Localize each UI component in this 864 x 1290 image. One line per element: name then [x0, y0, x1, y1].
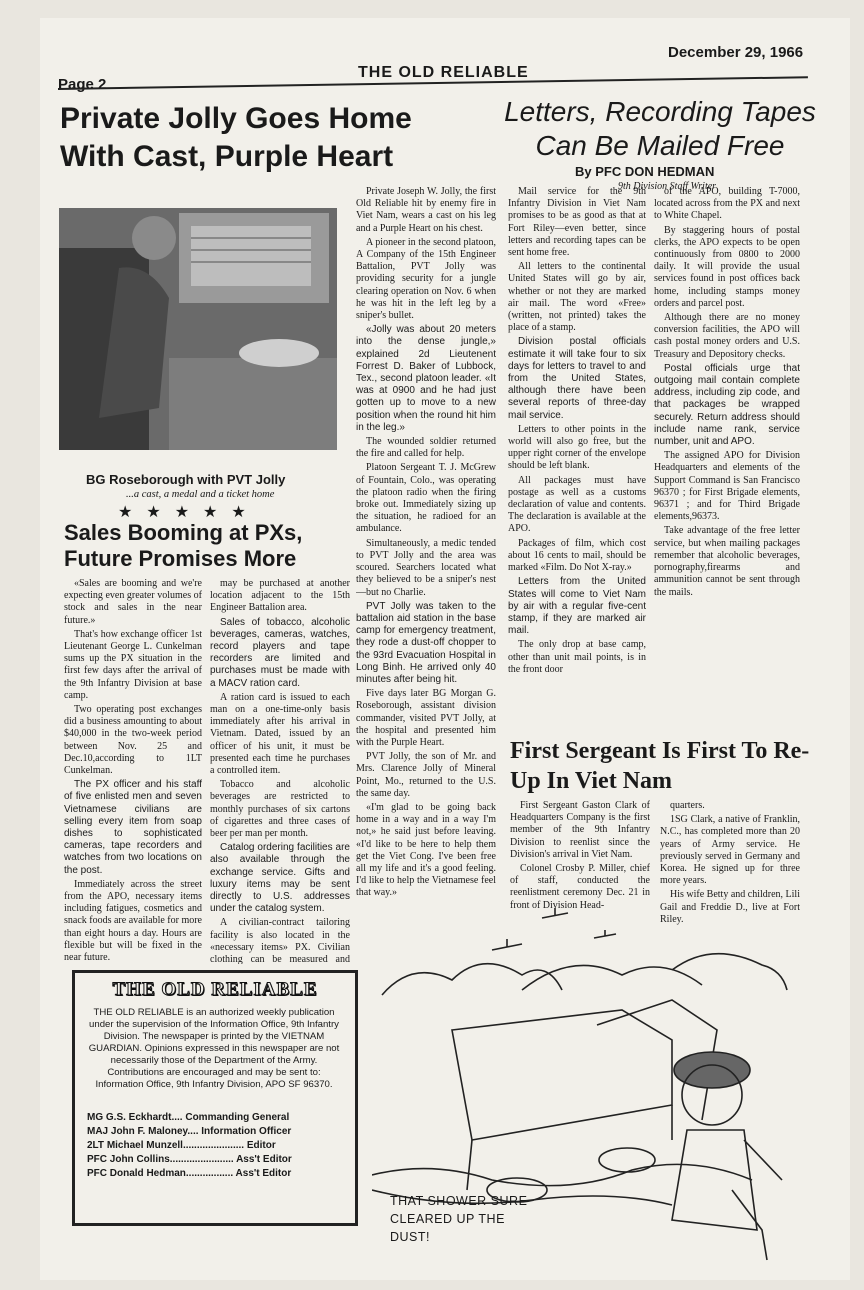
staff-list [87, 1111, 343, 1181]
staff-entry: MAJ John F. Maloney.... Information Officer [87, 1126, 292, 1137]
paragraph: His wife Betty and children, Lili Gail and Freddie D., live at Fort Riley. [660, 889, 800, 925]
jolly-headline: Private Jolly Goes Home With Cast, Purple Heart [60, 102, 412, 173]
paragraph: Catalog ordering facilities are also available through the exchange service. Gifts and luxury items may be sent directly to U.S. addresses under the catalog system. [210, 842, 350, 915]
paragraph: 1SG Clark, a native of Franklin, N.C., has completed more than 20 years of Army service. He previously served in Germany and Korea. He signed up for three more years. [660, 814, 800, 887]
letters-headline: Letters, Recording Tapes Can Be Mailed Free [504, 96, 816, 161]
photo-caption: BG Roseborough with PVT Jolly [86, 472, 286, 487]
paragraph: Letters to other points in the world will also go free, but the upper right corner of the envelope should be left blank. [508, 423, 646, 472]
paragraph: Letters from the United States will come to Viet Nam by air with a regular five-cent stamp, if they are marked air mail. [508, 576, 646, 637]
newspaper-title: THE OLD RELIABLE [358, 64, 529, 81]
paragraph: Take advantage of the free letter service, but when mailing packages remember that alcoholic beverages, pornography,firearms and ammunition cannot be sent through the mails. [654, 525, 800, 598]
cartoon-caption-line: THAT SHOWER SURE [390, 1194, 528, 1208]
jolly-photo [59, 208, 337, 450]
paragraph: By staggering hours of postal clerks, the APO expects to be open continuously from 0800 to 2000 daily. It will provide the usual services found in post offices back home, including stamps money orders and parcel post. [654, 224, 800, 309]
masthead-infobox [72, 970, 358, 1226]
paragraph: The only drop at base camp, other than unit mail points, is in the front door [508, 639, 646, 675]
photo-illustration [59, 208, 337, 450]
letters-byline-role: 9th Division Staff Writer [618, 181, 717, 192]
paragraph: Packages of film, which cost about 16 cents to mail, should be marked «Film. Do Not X-ray.» [508, 537, 646, 574]
paragraph: Division postal officials estimate it will take four to six days for letters to travel to and from the United States, although there have been several reports of three-day mail service. [508, 336, 646, 421]
paragraph: quarters. [670, 800, 705, 811]
cartoon-caption [390, 1192, 560, 1246]
paragraph: Two operating post exchanges did a business amounting to about $40,000 in the two-week period between Nov. 25 and Dec.10,according to 1LT Cunkelman. [64, 704, 202, 777]
paragraph: A pioneer in the second platoon, A Company of the 15th Engineer Battalion, PVT Jolly was providing security for a jungle clearing operation on Nov. 6 when he was hit in the left leg by a sniper's bullet. [356, 236, 496, 322]
paragraph: of the APO, building T-7000, located across from the PX and next to White Chapel. [654, 186, 800, 222]
paragraph: Mail service for the 9th Infantry Division in Viet Nam promises to be as good as that at Fort Riley—even better, since letters and recording tapes can be sent home free. [508, 186, 646, 259]
photo-subcaption: ...a cast, a medal and a ticket home [126, 489, 275, 500]
sergeant-headline: First Sergeant Is First To Re-Up In Viet Nam [510, 738, 810, 794]
paragraph: Simultaneously, a medic tended to PVT Jolly and the area was scoured. Searchers located what they believed to be a sniper's nest—but no Charlie. [356, 537, 496, 598]
cartoon-caption-line: DUST! [390, 1230, 430, 1244]
infobox-description: THE OLD RELIABLE is an authorized weekly publication under the supervision of the Information Office, 9th Infantry Division. The newspaper is printed by the VIETNAM GUARDIAN. Opinions expressed in this newspaper are not necessarily those of the Department of the Army. Contributions are encouraged and may be sent to: Information Office, 9th Infantry Division, APO SF 96370. [88, 1007, 340, 1090]
issue-date: December 29, 1966 [668, 44, 804, 61]
paragraph: Colonel Crosby P. Miller, chief of staff, conducted the reenlistment ceremony Dec. 21 in front of Division Head- [510, 863, 650, 911]
paragraph: A ration card is issued to each man on a one-time-only basis immediately after his arrival in Vietnam. Dated, issued by an officer of his unit, it must be presented each time he purchases a controlled item. [210, 691, 350, 777]
letters-column-1 [508, 186, 646, 730]
paragraph: Sales of tobacco, alcoholic beverages, cameras, watches, record players and tape recorders are limited and purchases must be made with a MACV ration card. [210, 616, 350, 689]
paragraph: All letters to the continental United States will go by air, whether or not they are marked air mail. The word «Free» (written, not printed) takes the place of a stamp. [508, 261, 646, 334]
paragraph: Postal officials urge that outgoing mail contain complete address, including zip code, and that packages be wrapped securely. Return address should include name rank, service number, unit and APO. [654, 362, 800, 448]
page-number: Page 2 [58, 76, 107, 93]
paragraph: Private Joseph W. Jolly, the first Old Reliable hit by enemy fire in Viet Nam, wears a cast on his leg and a Purple Heart on his chest. [356, 186, 496, 234]
staff-entry: MG G.S. Eckhardt.... Commanding General [87, 1112, 290, 1123]
paragraph: «Jolly was about 20 meters into the dense jungle,» explained 2d Lieutenent Forrest D. Baker of Lubbock, Tex., second platoon leader. «It was at 0900 and he had just gotten up to move to a new position when the round hit him in the leg.» [356, 324, 496, 433]
paragraph: Although there are no money conversion facilities, the APO will cash postal money orders and U.S. Treasury and Depository checks. [654, 312, 800, 360]
letters-column-2 [654, 186, 800, 730]
paragraph: PVT Jolly was taken to the battalion aid station in the base camp for emergency treatment, they rode a dust-off chopper to the 93rd Evacuation Hospital in Long Binh. He arrived only 40 minutes after being hit. [356, 600, 496, 685]
paragraph: «Sales are booming and we're expecting even greater volumes of stock and sales in the near future.» [64, 578, 202, 626]
paragraph: The wounded soldier returned the fire and called for help. [356, 436, 496, 460]
star-divider: ★★★★★ [118, 504, 260, 521]
paragraph: All packages must have postage as well as a customs declaration of value and contents. The declaration is available at the APO. [508, 474, 646, 535]
sales-column-1 [64, 578, 202, 964]
paragraph: That's how exchange officer 1st Lieutenant George L. Cunkelman sums up the PX situation in the first few days after the arrival of the 9th Infantry Division at base camp. [64, 628, 202, 701]
jolly-column [356, 186, 496, 946]
staff-entry: 2LT Michael Munzell...................... Editor [87, 1140, 276, 1151]
paragraph: First Sergeant Gaston Clark of Headquarters Company is the first member of the 9th Infantry Division to reenlist since the Division's arrival in Viet Nam. [510, 800, 650, 860]
paragraph: Tobacco and alcoholic beverages are restricted to monthly purchases of six cartons of cigarettes and three cases of beer per man per month. [210, 779, 350, 840]
paragraph: The PX officer and his staff of five enlisted men and seven Vietnamese civilians are selling every item from soap dishes to sophisticated cameras, tape recorders and watches from two locations on the post. [64, 779, 202, 876]
paragraph: «I'm glad to be going back home in a way and in a way I'm not,» he said just before leaving. «I'd like to be here to help them get the Viet Cong. I've been free all my life and it's a good feeling. I'd like to help the Vietnamese feel that way.» [356, 801, 496, 899]
sales-column-2 [210, 578, 350, 964]
paragraph: A civilian-contract tailoring facility is also located in the «necessary items» PX. Civilian clothing can be measured and [210, 917, 350, 964]
paragraph: Immediately across the street from the APO, necessary items including fatigues, cosmetics and snack foods are available for more than eight hours a day. Hours are flexible but will be fixed in the near future. [64, 878, 202, 964]
paragraph: Platoon Sergeant T. J. McGrew of Fountain, Colo., was operating the platoon radio when the firing broke out. Immediately sizing up the situation, he radioed for an ambulance. [356, 462, 496, 535]
letters-byline: By PFC DON HEDMAN [575, 164, 715, 179]
sales-headline: Sales Booming at PXs, Future Promises More [64, 520, 303, 571]
paragraph: The assigned APO for Division Headquarters and elements of the Support Command is San Francisco 96370 ; for First Brigade elements, 96371 ; and for Third Brigade elements,96373. [654, 450, 800, 523]
paragraph: PVT Jolly, the son of Mr. and Mrs. Clarence Jolly of Mineral Point, Mo., returned to the U.S. the same day. [356, 751, 496, 799]
staff-entry: PFC Donald Hedman................. Ass't Editor [87, 1168, 292, 1179]
paragraph: may be purchased at another location adjacent to the 15th Engineer Battalion area. [210, 578, 350, 614]
paragraph: Five days later BG Morgan G. Roseborough, assistant division commander, visited PVT Jolly, at the hospital and presented him with the Purple Heart. [356, 688, 496, 748]
infobox-title: THE OLD RELIABLE [112, 979, 318, 1000]
cartoon-caption-line: CLEARED UP THE [390, 1212, 505, 1226]
staff-entry: PFC John Collins....................... Ass't Editor [87, 1154, 292, 1165]
